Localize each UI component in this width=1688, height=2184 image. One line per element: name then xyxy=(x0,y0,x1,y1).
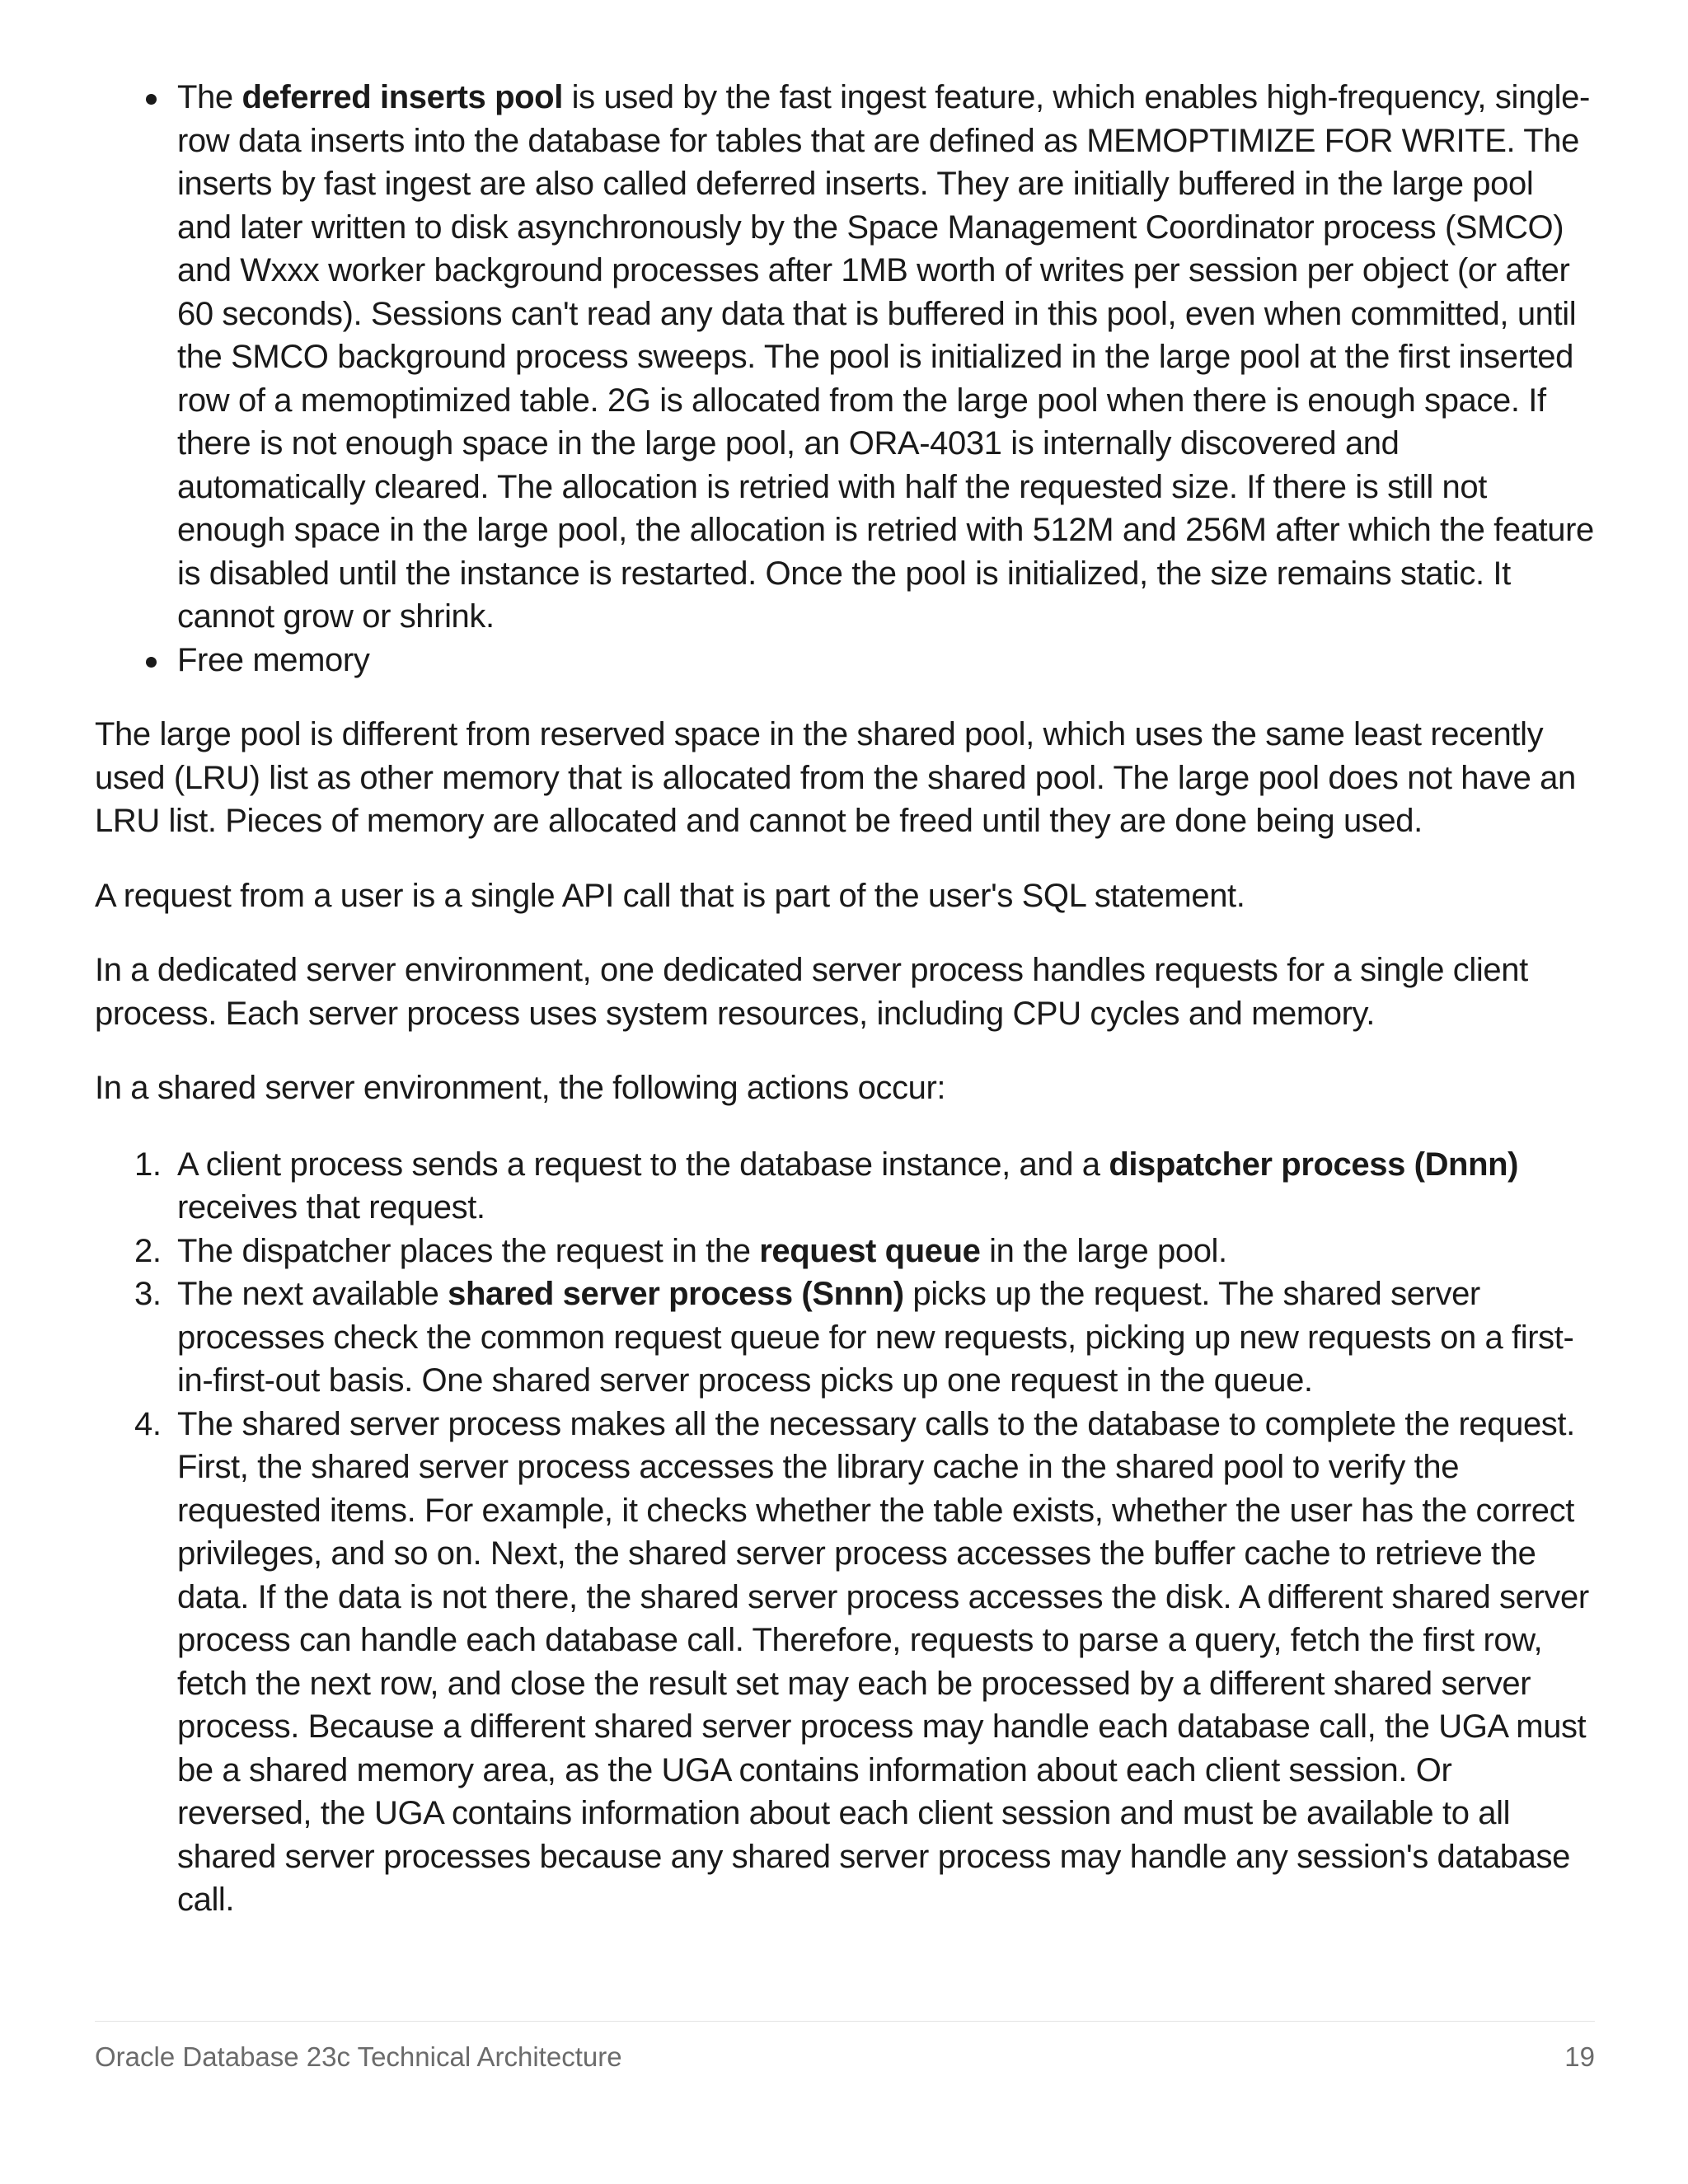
step-number: 4. xyxy=(134,1405,162,1442)
step-text-bold: request queue xyxy=(759,1232,981,1269)
bullet-text-post: is used by the fast ingest feature, which enables high-frequency, single-row data inserts into the database for tables that are defined as MEMOPTIMIZE FOR WRITE. The inserts by fast ingest are also called deferred inserts. They are initially buffered in the large pool and later written to disk asynchronously by the Space Management Coordinator process (SMCO) and Wxxx worker background processes after 1MB worth of writes per session per object (or after 60 seconds). Sessions can't read any data that is buffered in this pool, even when committed, until the SMCO background process sweeps. The pool is initialized in the large pool at the first inserted row of a memoptimized table. 2G is allocated from the large pool when there is enough space. If there is not enough space in the large pool, an ORA-4031 is internally discovered and automatically cleared. The allocation is retried with half the requested size. If there is still not enough space in the large pool, the allocation is retried with 512M and 256M after which the feature is disabled until the instance is restarted. Once the pool is initialized, the size remains static. It cannot grow or shrink. xyxy=(177,79,1594,635)
step-number: 3. xyxy=(134,1276,162,1312)
step-text-bold: dispatcher process (Dnnn) xyxy=(1109,1146,1519,1183)
bullet-list xyxy=(95,76,1595,682)
bullet-text-pre: Free memory xyxy=(177,641,370,678)
step-text-post: receives that request. xyxy=(177,1189,485,1226)
paragraph-dedicated-server: In a dedicated server environment, one dedicated server process handles requests for a single client process. Each server process uses system resources, including CPU cycles and memory. xyxy=(95,952,1528,1032)
step-text-pre: The dispatcher places the request in the xyxy=(177,1232,760,1269)
paragraph-shared-server: In a shared server environment, the following actions occur: xyxy=(95,1070,946,1106)
numbered-list xyxy=(95,1143,1595,1922)
document-body xyxy=(95,76,1595,1922)
list-item-step-2 xyxy=(95,1230,1595,1273)
bullet-text-pre: The xyxy=(177,79,242,115)
list-item-step-4 xyxy=(95,1403,1595,1922)
list-item-step-3 xyxy=(95,1272,1595,1403)
bullet-marker xyxy=(146,94,157,105)
bullet-item-free-memory xyxy=(95,639,1595,682)
paragraph-large-pool: The large pool is different from reserved space in the shared pool, which uses the same least recently used (LRU) list as other memory that is allocated from the shared pool. The large pool does not have an LRU list. Pieces of memory are allocated and cannot be freed until they are done being used. xyxy=(95,716,1576,839)
bullet-marker xyxy=(146,657,157,668)
step-text-post: picks up the request. The shared server processes check the common request queue for new requests, picking up new requests on a first-in-first-out basis. One shared server process picks up one request in the queue. xyxy=(177,1276,1574,1399)
step-text-pre: A client process sends a request to the database instance, and a xyxy=(177,1146,1109,1183)
step-number: 1. xyxy=(134,1146,162,1183)
footer-page-number: 19 xyxy=(1564,2041,1595,2072)
step-text-pre: The next available xyxy=(177,1276,448,1312)
footer-document-title: Oracle Database 23c Technical Architecture xyxy=(95,2041,622,2072)
list-item-step-1 xyxy=(95,1143,1595,1230)
step-text-pre: The shared server process makes all the necessary calls to the database to complete the request. First, the shared server process accesses the library cache in the shared pool to verify the requested items. For example, it checks whether the table exists, whether the user has the correct privileges, and so on. Next, the shared server process accesses the buffer cache to retrieve the data. If the data is not there, the shared server process accesses the disk. A different shared server process can handle each database call. Therefore, requests to parse a query, fetch the first row, fetch the next row, and close the result set may each be processed by a different shared server process. Because a different shared server process may handle each database call, the UGA must be a shared memory area, as the UGA contains information about each client session. Or reversed, the UGA contains information about each client session and must be available to all shared server processes because any shared server process may handle any session's database call. xyxy=(177,1405,1589,1918)
step-number: 2. xyxy=(134,1232,162,1269)
bullet-item-deferred-inserts-pool xyxy=(95,76,1595,639)
step-text-post: in the large pool. xyxy=(980,1232,1227,1269)
paragraph-request: A request from a user is a single API call that is part of the user's SQL statement. xyxy=(95,877,1245,914)
step-text-bold: shared server process (Snnn) xyxy=(448,1276,904,1312)
bullet-text-bold: deferred inserts pool xyxy=(241,79,563,115)
page-footer xyxy=(95,2021,1595,2072)
